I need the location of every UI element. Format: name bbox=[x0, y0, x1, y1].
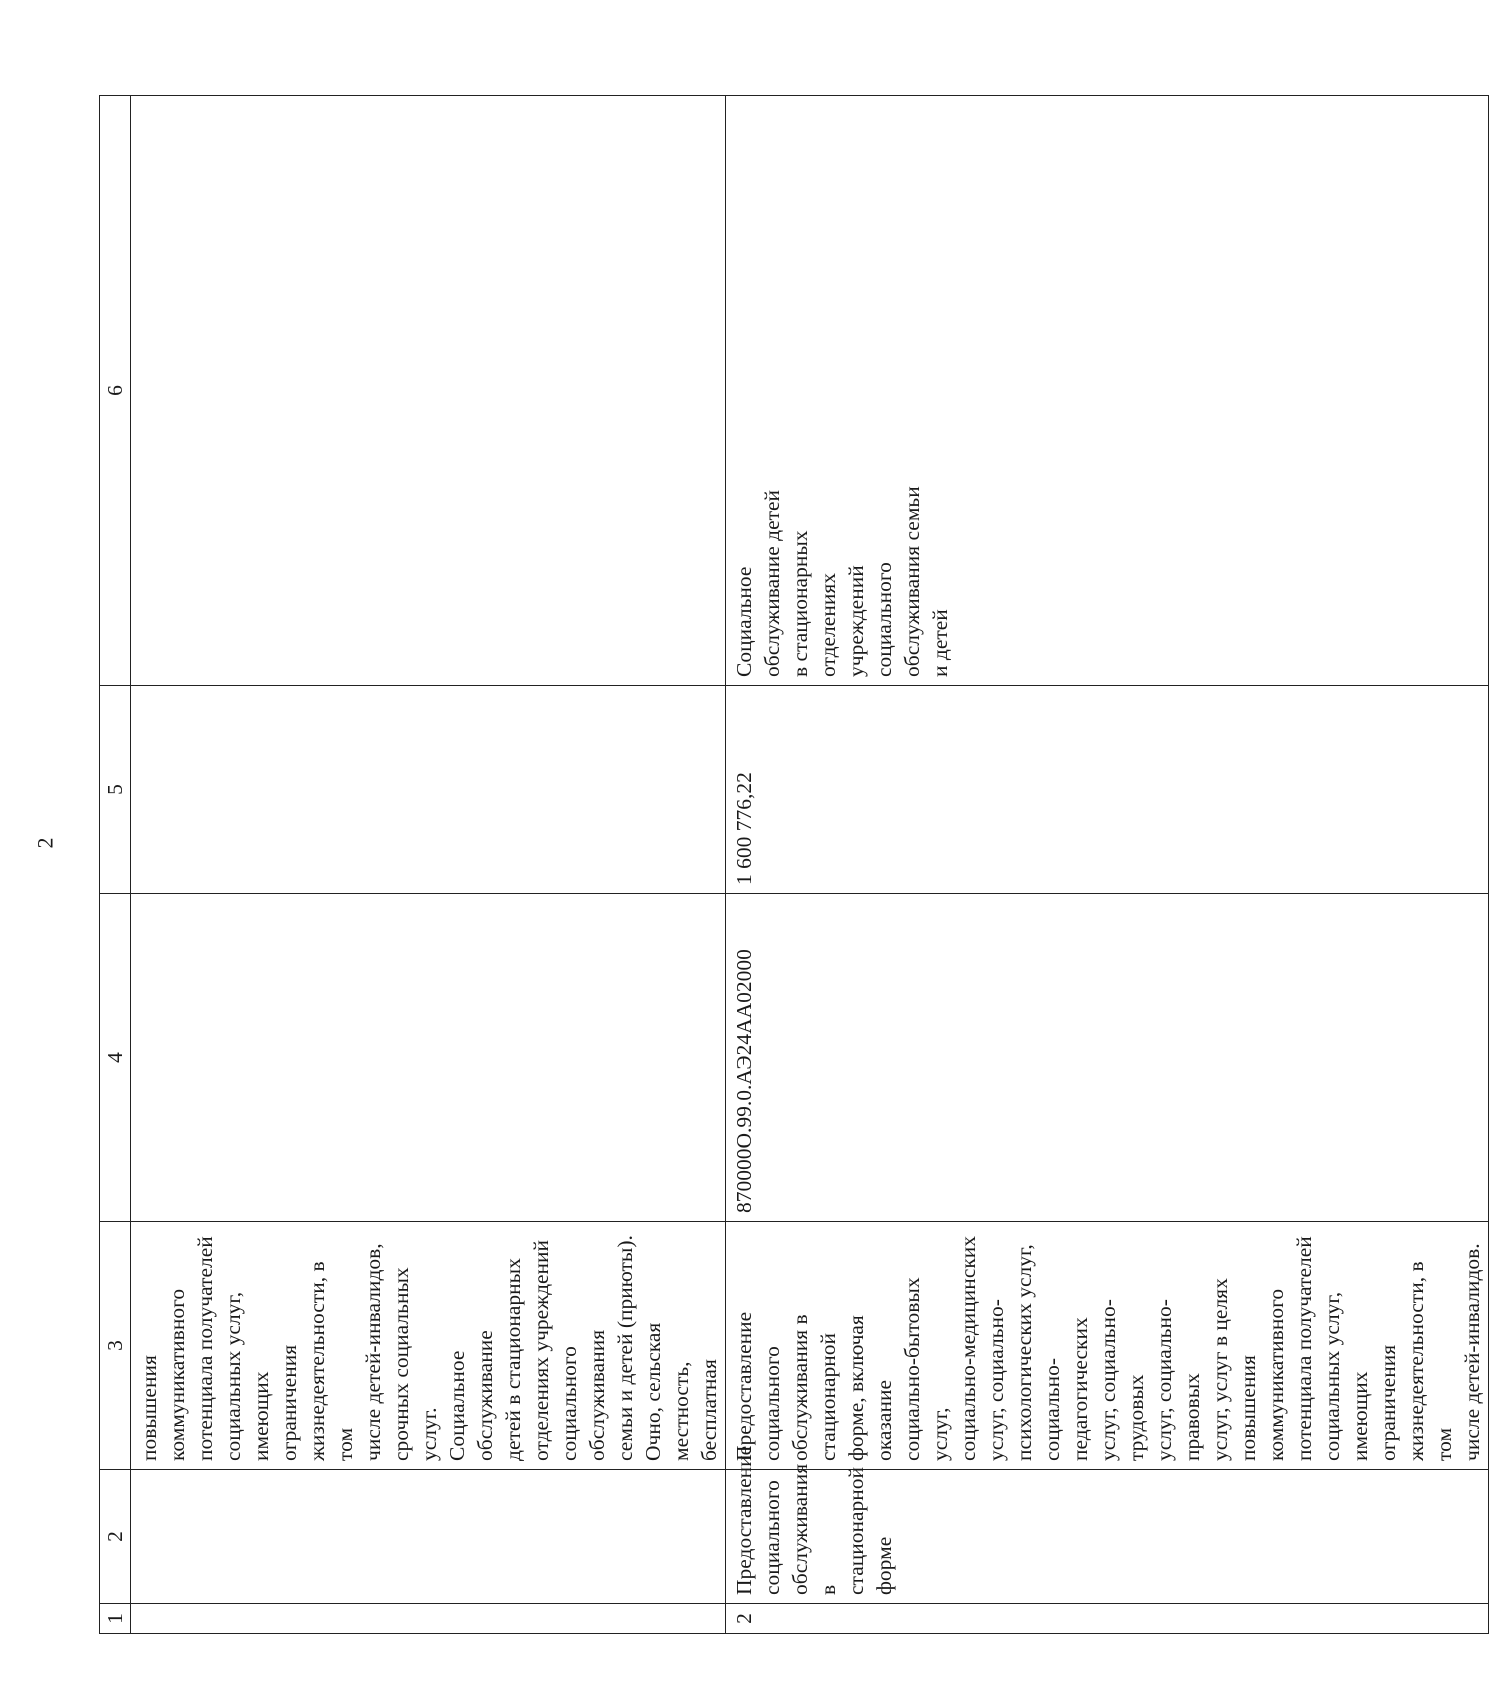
header-cell-2: 2 bbox=[100, 1470, 131, 1604]
registry-code: 870000О.99.0.АЭ24АА02000 bbox=[732, 949, 756, 1213]
row-number: 2 bbox=[732, 1613, 756, 1624]
table-row bbox=[131, 96, 726, 1634]
registry-code-cell bbox=[726, 894, 1489, 1222]
registry-code-cell bbox=[131, 894, 726, 1222]
service-description-cell bbox=[131, 1222, 726, 1470]
header-cell-6: 6 bbox=[100, 96, 131, 686]
rotated-table-frame bbox=[99, 96, 1484, 1634]
header-cell-4: 4 bbox=[100, 894, 131, 1222]
service-description: Предоставление социального обслуживания в стационарной форме, включая оказание социально-бытовых услуг, социально-медицинских услуг, социально- психологических услуг, социально-педагогических услуг, социально-трудовых услуг, социально-правовых услуг, услуг в целях повышения коммуникативного потенциала получателей социальных услуг, имеющих ограничения жизнедеятельности, в том числе детей-инвалидов. bbox=[732, 1235, 1484, 1461]
service-description: повышения коммуникативного потенциала получателей социальных услуг, имеющих ограничения жизнедеятельности, в том числе детей-инвалидов, срочных социальных услуг. Социальное обслуживание детей в стационарных отделениях учреждений социального обслуживания семьи и детей (приюты). Очно, сельская местность, бесплатная bbox=[137, 1235, 721, 1461]
header-cell-5: 5 bbox=[100, 686, 131, 894]
header-row bbox=[100, 96, 131, 1634]
header-cell-1: 1 bbox=[100, 1604, 131, 1634]
row-number-cell bbox=[131, 1604, 726, 1634]
service-name-cell bbox=[131, 1470, 726, 1604]
service-description-cell bbox=[726, 1222, 1489, 1470]
services-table bbox=[99, 95, 1489, 1634]
service-type: Социальное обслуживание детей в стационарных отделениях учреждений социального обслуживания семьи и детей bbox=[732, 486, 952, 677]
service-type-cell bbox=[726, 96, 1489, 686]
table-row bbox=[726, 96, 1489, 1634]
page-number: 2 bbox=[32, 837, 58, 849]
row-number-cell bbox=[726, 1604, 1489, 1634]
header-cell-3: 3 bbox=[100, 1222, 131, 1470]
service-name: Предоставление социального обслуживания в стационарной форме bbox=[732, 1445, 896, 1595]
service-name-cell bbox=[726, 1445, 1489, 1604]
amount: 1 600 776,22 bbox=[732, 772, 756, 885]
service-type-cell bbox=[131, 96, 726, 686]
amount-cell bbox=[726, 686, 1489, 894]
amount-cell bbox=[131, 686, 726, 894]
document-table-container bbox=[99, 96, 1484, 1634]
